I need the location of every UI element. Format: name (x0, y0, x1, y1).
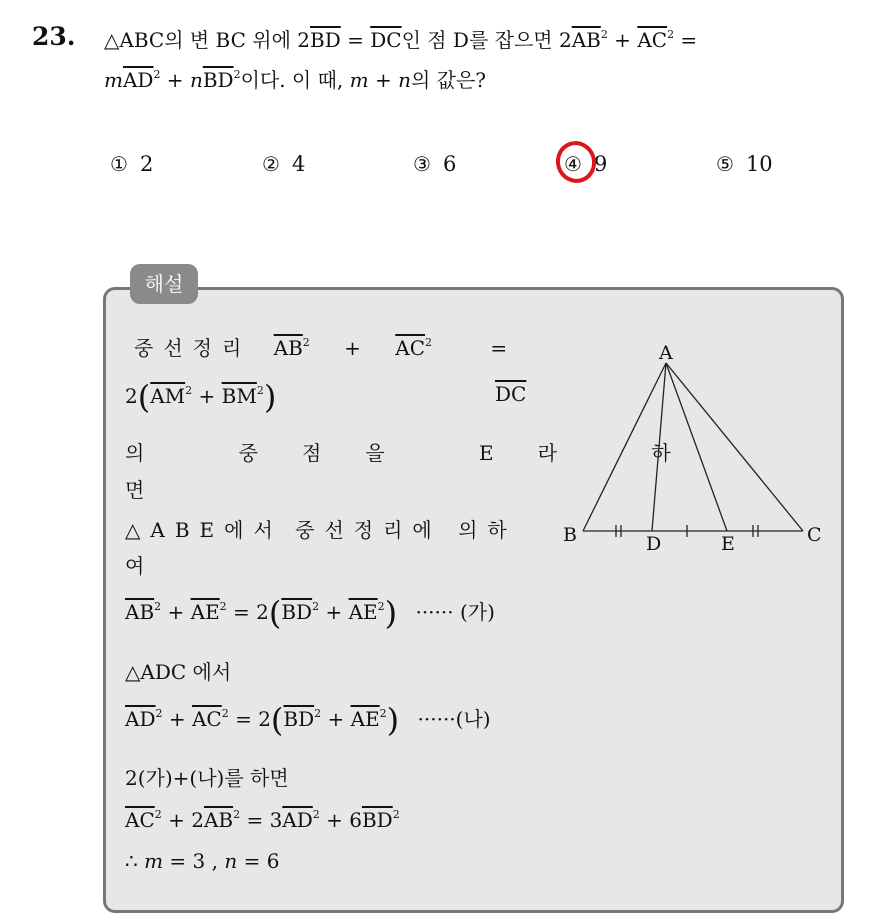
answer-circle-mark (550, 136, 601, 188)
choice-2[interactable]: ② 4 (262, 152, 306, 176)
question-line-1: △ABC의 변 BC 위에 $2\overline{BD} = \overline{DC}$인 점 D를 잡으면 $2\overline{AB}^2 + \overline{AC}^2$ = (104, 28, 698, 52)
solution-line-11: $\overline{AC}^2 + 2\overline{AB}^2 = 3\overline{AD}^2 + 6\overline{BD}^2$ (125, 808, 400, 832)
solution-line-6: 여 (125, 554, 145, 578)
solution-line-8: △ADC 에서 (125, 660, 232, 684)
side-ac (666, 363, 803, 531)
triangle-diagram (555, 335, 835, 565)
question-number: 23. (32, 22, 76, 51)
label-a: A (659, 342, 673, 364)
choice-3[interactable]: ③ 6 (413, 152, 457, 176)
solution-line-4: 면 (125, 478, 145, 502)
solution-line-5: △ABE에서 중선정리에 의하 (125, 518, 517, 542)
segment-ae (666, 363, 727, 531)
solution-line-1: 중선정리 $\overline{AB}^2 + \overline{AC}^2$ = (134, 336, 508, 360)
label-d: D (646, 533, 662, 555)
question-line-2: $m\overline{AD}^2 + n\overline{BD}^2$이다. 이 때, m + n의 값은? (104, 68, 487, 92)
choice-4[interactable]: ④ 9 (564, 152, 608, 176)
solution-line-12: ∴ m = 3 , n = 6 (125, 849, 280, 873)
solution-line-10: 2(가)+(나)를 하면 (125, 766, 289, 790)
label-e: E (721, 533, 735, 555)
solution-tag: 해설 (130, 264, 198, 304)
solution-line-3: 의 중점을 E라 하 (125, 441, 715, 465)
label-c: C (807, 524, 822, 546)
solution-line-7: $\overline{AB}^2 + \overline{AE}^2 = 2(\overline{BD}^2 + \overline{AE}^2)$ ······ (가) (125, 594, 495, 632)
choice-5[interactable]: ⑤ 10 (716, 152, 773, 176)
choice-1[interactable]: ① 2 (110, 152, 154, 176)
solution-line-2: $2(\overline{AM}^2 + \overline{BM}^2)$ (125, 378, 277, 416)
solution-line-9: $\overline{AD}^2 + \overline{AC}^2 = 2(\overline{BD}^2 + \overline{AE}^2)$ ······(나) (125, 701, 491, 739)
solution-line-2-dc: $\overline{DC}$ (495, 382, 527, 406)
label-b: B (563, 524, 577, 546)
